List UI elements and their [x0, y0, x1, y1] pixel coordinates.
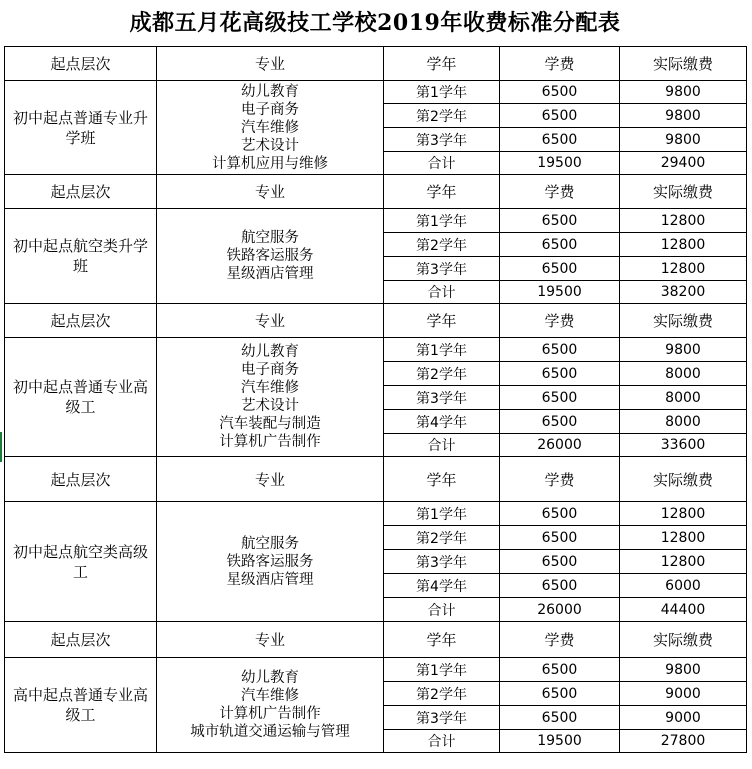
actual-cell: 33600 [620, 434, 747, 457]
year-cell: 第3学年 [384, 257, 500, 281]
year-cell: 第1学年 [384, 209, 500, 233]
major-item: 星级酒店管理 [226, 571, 314, 588]
year-cell: 第1学年 [384, 502, 500, 526]
year-cell: 第2学年 [384, 526, 500, 550]
col-header-major: 专业 [157, 457, 384, 502]
col-header-tuition: 学费 [500, 175, 620, 209]
major-item: 电子商务 [241, 101, 299, 118]
actual-cell: 12800 [620, 502, 747, 526]
year-cell: 合计 [384, 598, 500, 622]
year-cell: 第3学年 [384, 550, 500, 574]
col-header-year: 学年 [384, 304, 500, 338]
col-header-year: 学年 [384, 47, 500, 81]
col-header-major: 专业 [157, 47, 384, 81]
tuition-cell: 6500 [500, 386, 620, 410]
major-item: 汽车维修 [241, 380, 299, 396]
col-header-actual: 实际缴费 [620, 304, 747, 338]
major-item: 计算机应用与维修 [212, 155, 328, 172]
major-item: 计算机广告制作 [219, 434, 321, 450]
col-header-actual: 实际缴费 [620, 622, 747, 658]
tuition-cell: 6500 [500, 526, 620, 550]
major-cell [157, 658, 384, 753]
col-header-major: 专业 [157, 304, 384, 338]
col-header-actual: 实际缴费 [620, 457, 747, 502]
tuition-cell: 6500 [500, 128, 620, 152]
actual-cell: 9000 [620, 682, 747, 706]
col-header-level: 起点层次 [5, 304, 157, 338]
actual-cell: 9800 [620, 104, 747, 128]
actual-cell: 6000 [620, 574, 747, 598]
row-marker [0, 432, 2, 462]
major-item: 汽车维修 [241, 119, 299, 136]
actual-cell: 8000 [620, 362, 747, 386]
col-header-level: 起点层次 [5, 47, 157, 81]
col-header-tuition: 学费 [500, 457, 620, 502]
tuition-cell: 6500 [500, 550, 620, 574]
tuition-cell: 6500 [500, 338, 620, 362]
actual-cell: 12800 [620, 209, 747, 233]
major-cell [157, 338, 384, 457]
col-header-level: 起点层次 [5, 457, 157, 502]
tuition-cell: 26000 [500, 434, 620, 457]
actual-cell: 9800 [620, 338, 747, 362]
actual-cell: 9800 [620, 128, 747, 152]
col-header-actual: 实际缴费 [620, 47, 747, 81]
actual-cell: 12800 [620, 526, 747, 550]
actual-cell: 27800 [620, 730, 747, 753]
year-cell: 第4学年 [384, 410, 500, 434]
major-item: 电子商务 [241, 362, 299, 378]
major-cell [157, 81, 384, 175]
tuition-cell: 6500 [500, 658, 620, 682]
year-cell: 第1学年 [384, 658, 500, 682]
table-row [5, 658, 747, 682]
year-cell: 第4学年 [384, 574, 500, 598]
major-item: 星级酒店管理 [226, 266, 314, 282]
tuition-cell: 6500 [500, 574, 620, 598]
tuition-cell: 6500 [500, 502, 620, 526]
major-item: 城市轨道交通运输与管理 [190, 724, 350, 740]
actual-cell: 8000 [620, 386, 747, 410]
tuition-cell: 19500 [500, 281, 620, 304]
level-cell: 初中起点普通专业升学班 [5, 81, 157, 175]
fee-table [4, 46, 747, 753]
year-cell: 第1学年 [384, 81, 500, 104]
year-cell: 合计 [384, 152, 500, 175]
tuition-cell: 26000 [500, 598, 620, 622]
actual-cell: 29400 [620, 152, 747, 175]
tuition-cell: 19500 [500, 730, 620, 753]
year-cell: 第3学年 [384, 128, 500, 152]
table-row [5, 81, 747, 104]
col-header-major: 专业 [157, 622, 384, 658]
tuition-cell: 6500 [500, 257, 620, 281]
actual-cell: 8000 [620, 410, 747, 434]
major-item: 航空服务 [241, 230, 299, 246]
page-title: 成都五月花高级技工学校2019年收费标准分配表 [129, 10, 621, 36]
tuition-cell: 6500 [500, 233, 620, 257]
major-cell [157, 502, 384, 622]
col-header-year: 学年 [384, 622, 500, 658]
major-item: 幼儿教育 [241, 670, 299, 686]
col-header-tuition: 学费 [500, 47, 620, 81]
col-header-major: 专业 [157, 175, 384, 209]
col-header-tuition: 学费 [500, 622, 620, 658]
tuition-cell: 19500 [500, 152, 620, 175]
year-cell: 第3学年 [384, 706, 500, 730]
actual-cell: 12800 [620, 233, 747, 257]
col-header-year: 学年 [384, 457, 500, 502]
major-item: 航空服务 [241, 535, 299, 552]
year-cell: 第2学年 [384, 682, 500, 706]
year-cell: 合计 [384, 434, 500, 457]
year-cell: 第2学年 [384, 233, 500, 257]
level-cell: 初中起点航空类高级工 [5, 502, 157, 622]
col-header-actual: 实际缴费 [620, 175, 747, 209]
table-row [5, 209, 747, 233]
tuition-cell: 6500 [500, 682, 620, 706]
actual-cell: 38200 [620, 281, 747, 304]
header-row [5, 175, 747, 209]
tuition-cell: 6500 [500, 104, 620, 128]
tuition-cell: 6500 [500, 706, 620, 730]
header-row [5, 304, 747, 338]
year-cell: 第2学年 [384, 104, 500, 128]
actual-cell: 9800 [620, 658, 747, 682]
actual-cell: 9000 [620, 706, 747, 730]
major-item: 艺术设计 [241, 398, 299, 414]
col-header-level: 起点层次 [5, 175, 157, 209]
major-cell [157, 209, 384, 304]
major-item: 幼儿教育 [241, 344, 299, 360]
major-item: 汽车装配与制造 [219, 416, 321, 432]
major-item: 计算机广告制作 [219, 706, 321, 722]
year-cell: 第1学年 [384, 338, 500, 362]
actual-cell: 12800 [620, 257, 747, 281]
year-cell: 合计 [384, 730, 500, 753]
actual-cell: 9800 [620, 81, 747, 104]
major-item: 幼儿教育 [241, 83, 299, 100]
table-row [5, 338, 747, 362]
header-row [5, 47, 747, 81]
level-cell: 初中起点普通专业高级工 [5, 338, 157, 457]
header-row [5, 457, 747, 502]
header-row [5, 622, 747, 658]
major-item: 铁路客运服务 [226, 248, 314, 264]
col-header-year: 学年 [384, 175, 500, 209]
major-item: 艺术设计 [241, 137, 299, 154]
level-cell: 初中起点航空类升学班 [5, 209, 157, 304]
tuition-cell: 6500 [500, 410, 620, 434]
year-cell: 第3学年 [384, 386, 500, 410]
tuition-cell: 6500 [500, 81, 620, 104]
year-cell: 第2学年 [384, 362, 500, 386]
actual-cell: 44400 [620, 598, 747, 622]
year-cell: 合计 [384, 281, 500, 304]
col-header-tuition: 学费 [500, 304, 620, 338]
level-cell: 高中起点普通专业高级工 [5, 658, 157, 753]
tuition-cell: 6500 [500, 362, 620, 386]
major-item: 汽车维修 [241, 688, 299, 704]
major-item: 铁路客运服务 [226, 553, 314, 570]
actual-cell: 12800 [620, 550, 747, 574]
table-row [5, 502, 747, 526]
tuition-cell: 6500 [500, 209, 620, 233]
col-header-level: 起点层次 [5, 622, 157, 658]
